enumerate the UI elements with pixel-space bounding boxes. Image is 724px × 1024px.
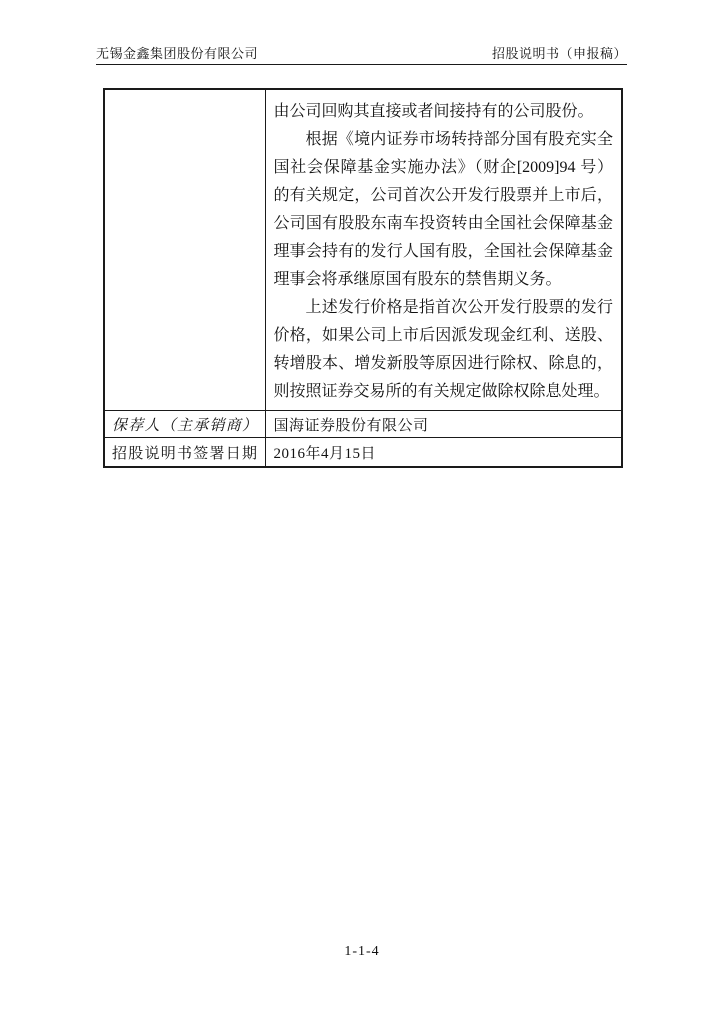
row-content-lockup-text — [265, 89, 622, 411]
row-value-sponsor: 国海证券股份有限公司 — [265, 411, 622, 438]
row-label-empty — [104, 89, 265, 411]
paragraph: 上述发行价格是指首次公开发行股票的发行价格，如果公司上市后因派发现金红利、送股、转增股本、增发新股等原因进行除权、除息的，则按照证券交易所的有关规定做除权除息处理。 — [273, 298, 613, 400]
header-company-name: 无锡金鑫集团股份有限公司 — [96, 46, 259, 61]
page-header — [96, 45, 627, 65]
table-row-continuation — [104, 89, 622, 411]
table-row-sign-date — [104, 438, 622, 468]
paragraph-list — [274, 98, 614, 406]
row-label-sign-date: 招股说明书签署日期 — [104, 438, 265, 468]
paragraph: 由公司回购其直接或者间接持有的公司股份。 — [273, 102, 594, 120]
prospectus-info-table — [103, 88, 623, 468]
row-value-sign-date: 2016年4月15日 — [265, 438, 622, 468]
table-row-sponsor — [104, 411, 622, 438]
page-number: 1-1-4 — [344, 944, 380, 959]
paragraph: 根据《境内证券市场转持部分国有股充实全国社会保障基金实施办法》（财企[2009]94 号）的有关规定，公司首次公开发行股票并上市后，公司国有股股东南车投资转由全国社会保障基金理事会持有的发行人国有股，全国社会保障基金理事会将承继原国有股东的禁售期义务。 — [273, 130, 613, 288]
row-label-sponsor: 保荐人（主承销商） — [104, 411, 265, 438]
header-doc-title: 招股说明书（申报稿） — [491, 46, 627, 61]
